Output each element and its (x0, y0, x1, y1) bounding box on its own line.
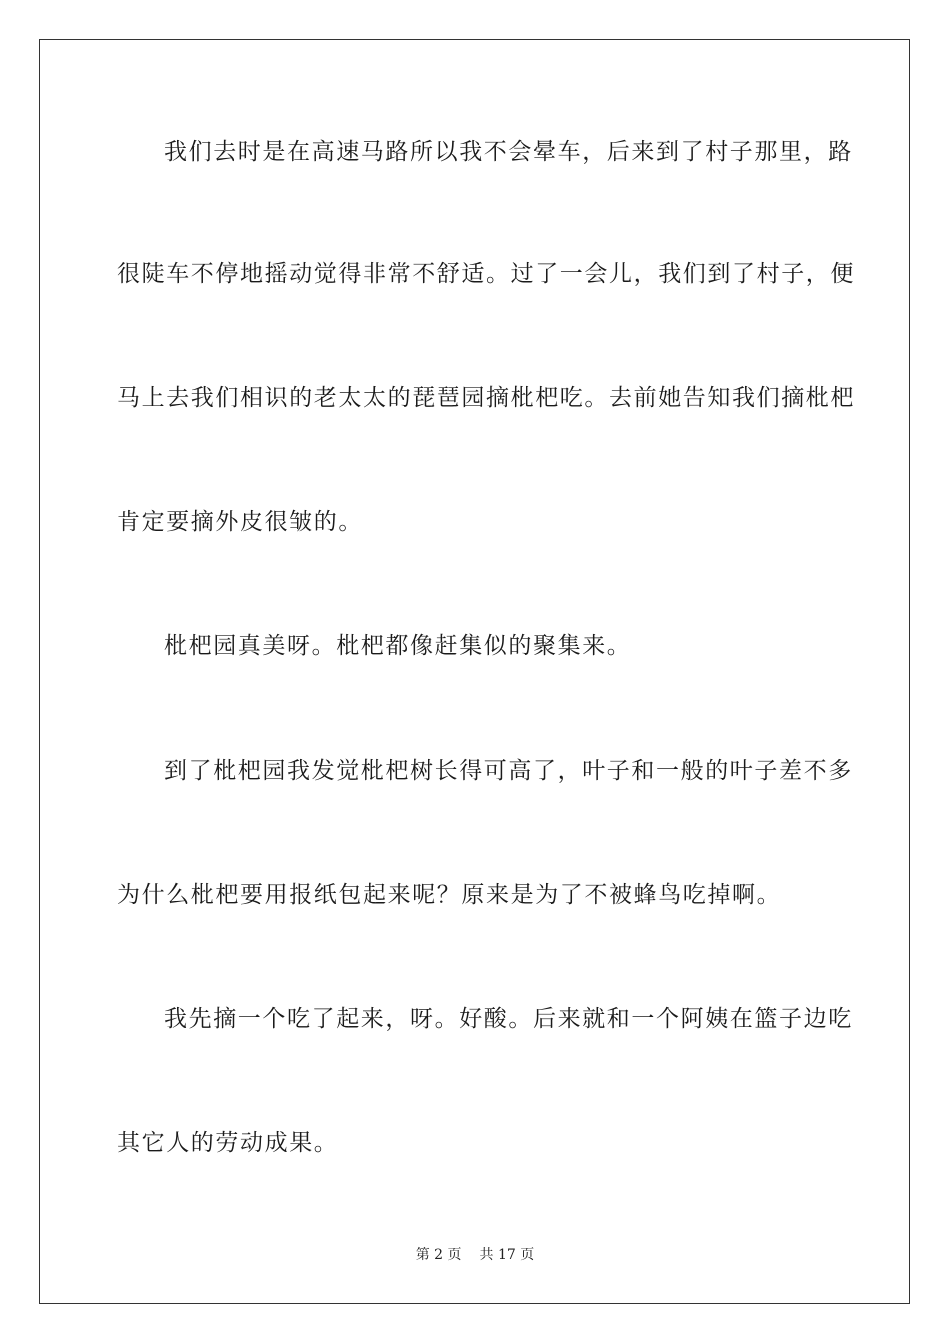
paragraph-1-line-1: 我们去时是在高速马路所以我不会晕车，后来到了村子那里，路 (164, 139, 853, 165)
paragraph-1-line-4: 肯定要摘外皮很皱的。 (117, 509, 363, 535)
paragraph-3-line-1: 到了枇杷园我发觉枇杷树长得可高了，叶子和一般的叶子差不多 (164, 758, 853, 784)
page-number: 第 2 页 (415, 1247, 462, 1263)
paragraph-1-line-3: 马上去我们相识的老太太的琵琶园摘枇杷吃。去前她告知我们摘枇杷 (117, 385, 855, 411)
paragraph-4-line-1: 我先摘一个吃了起来，呀。好酸。后来就和一个阿姨在篮子边吃 (164, 1006, 853, 1032)
page-total: 共 17 页 (479, 1247, 535, 1263)
paragraph-2-line-1: 枇杷园真美呀。枇杷都像赶集似的聚集来。 (164, 633, 632, 659)
page-footer (0, 1246, 950, 1264)
paragraph-1-line-2: 很陡车不停地摇动觉得非常不舒适。过了一会儿，我们到了村子，便 (117, 261, 855, 287)
paragraph-3-line-2: 为什么枇杷要用报纸包起来呢？原来是为了不被蜂鸟吃掉啊。 (117, 882, 782, 908)
paragraph-4-line-2: 其它人的劳动成果。 (117, 1130, 339, 1156)
page-frame (39, 39, 910, 1304)
